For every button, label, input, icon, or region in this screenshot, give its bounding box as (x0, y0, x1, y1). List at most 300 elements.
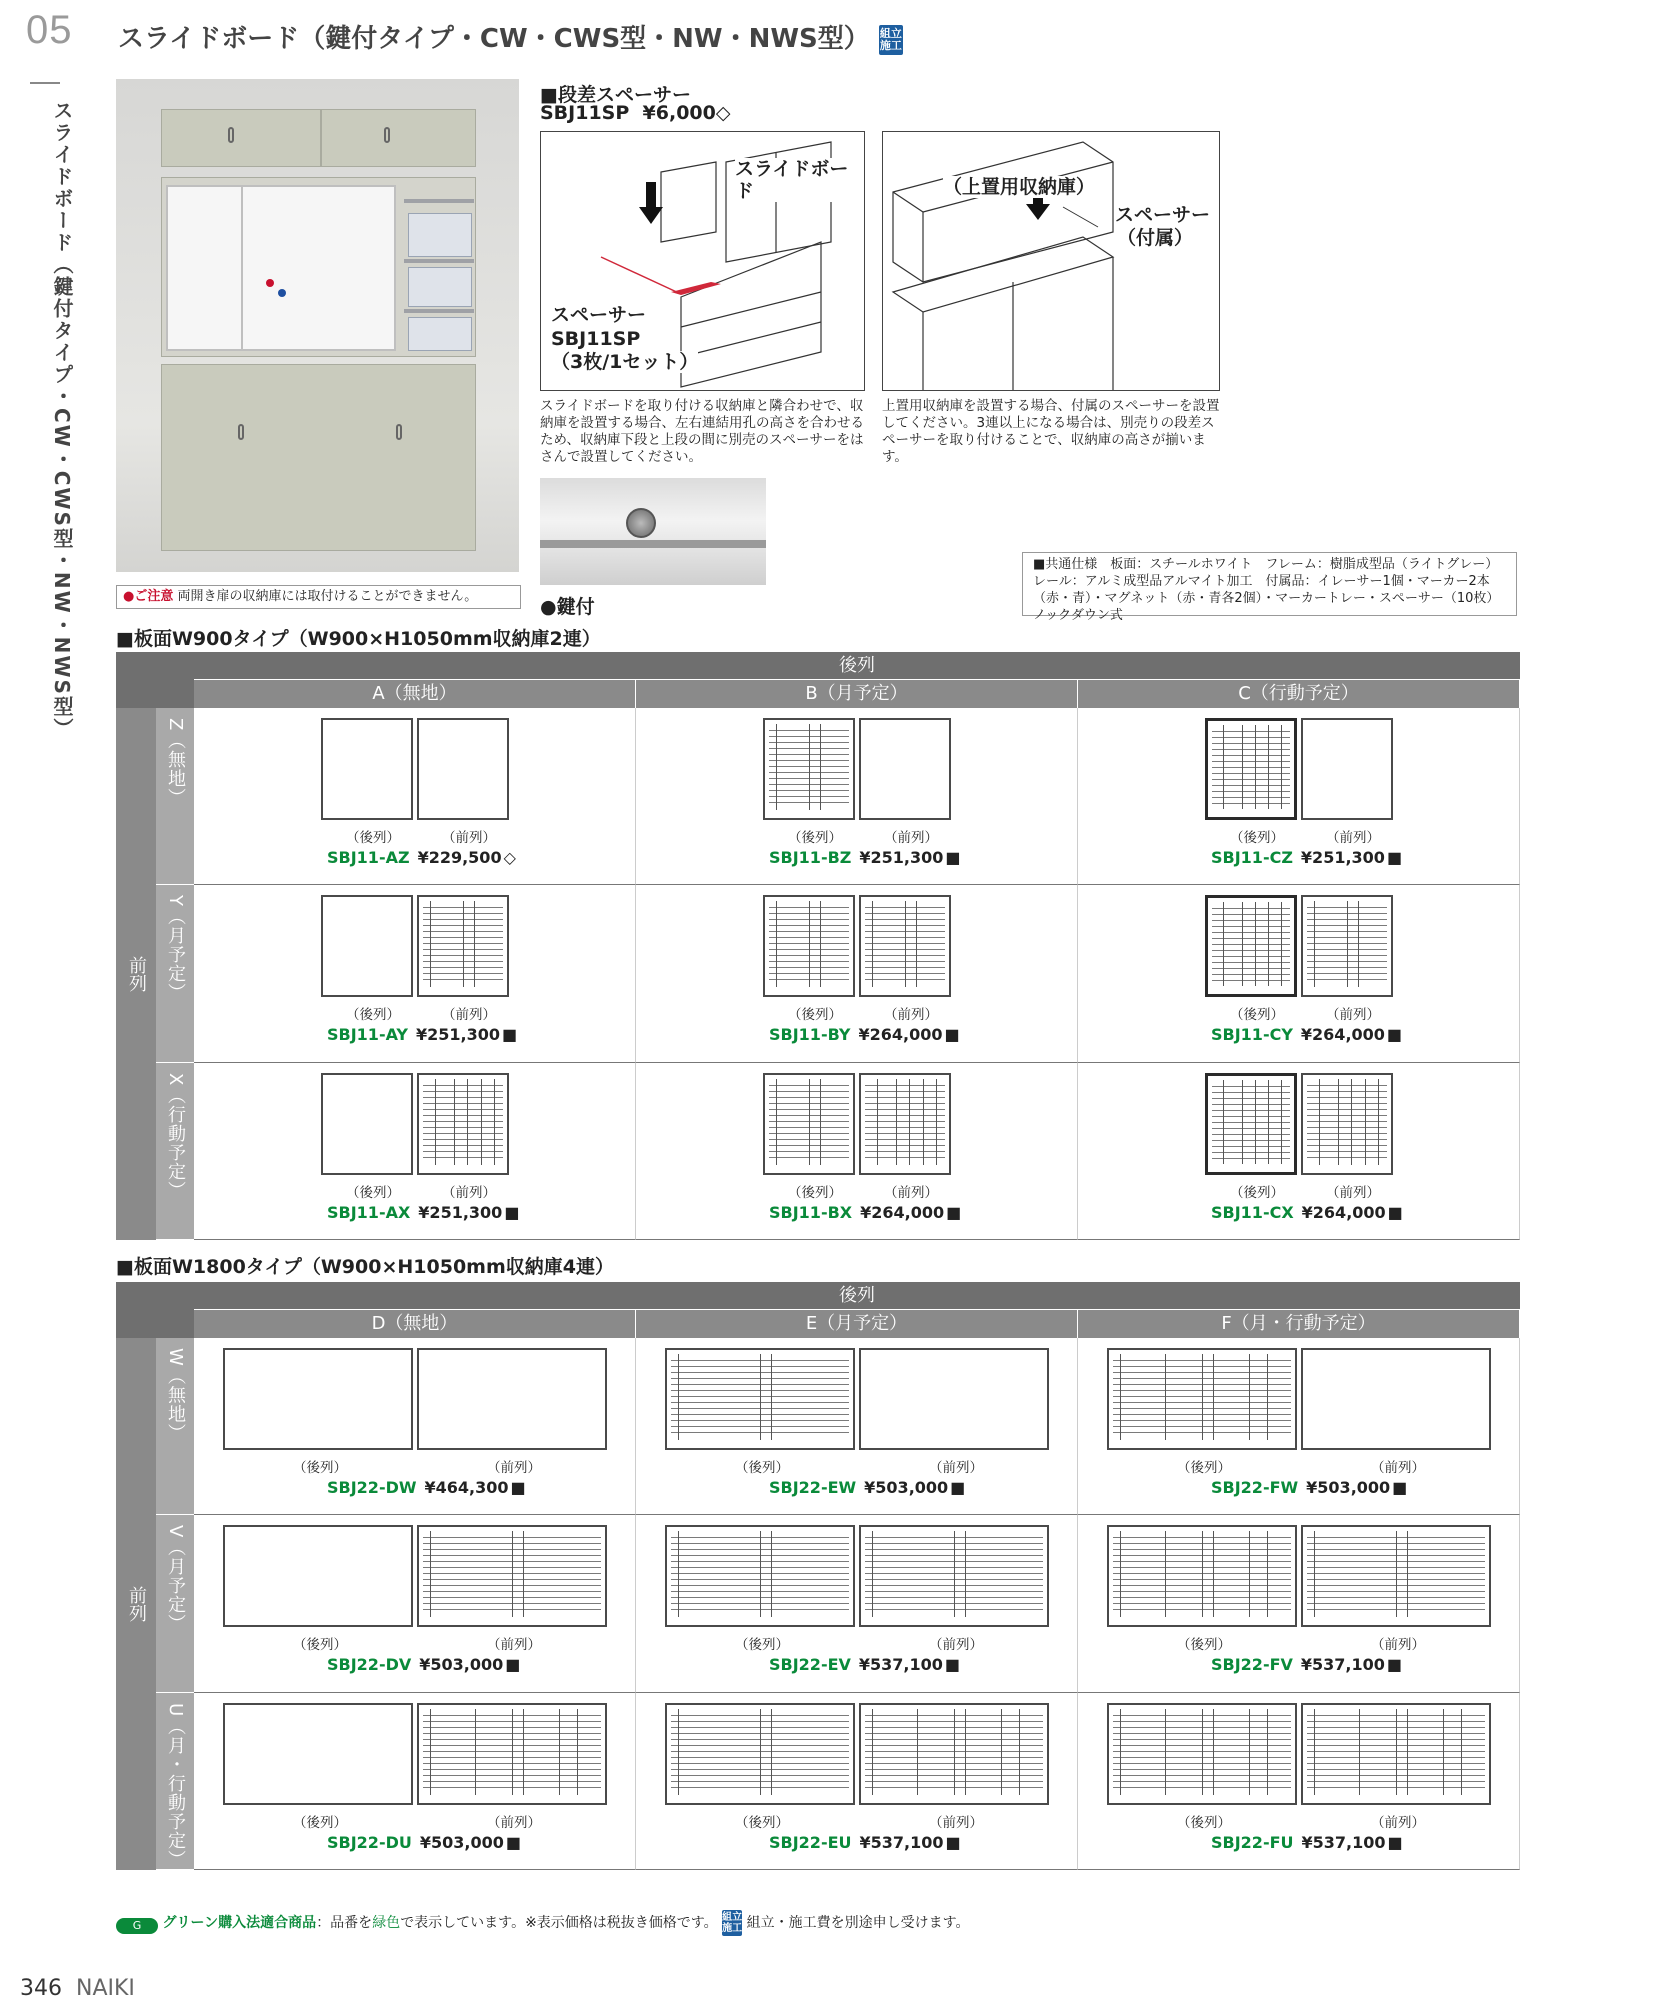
column-line (820, 901, 821, 987)
column-line (909, 1079, 910, 1165)
column-line (1202, 1709, 1203, 1795)
front-board-illustration (417, 1348, 607, 1450)
label-spacer-code: SBJ11SP (551, 328, 641, 350)
product-code-price (769, 1025, 960, 1044)
front-board-illustration (417, 1525, 607, 1627)
table1-title: ■板面W900タイプ（W900×H1050mm収納庫2連） (116, 628, 601, 650)
column-line (678, 1531, 679, 1617)
spacer-product: SBJ11SP ¥6,000◇ (540, 102, 731, 124)
product-price: ¥264,000 (1301, 1202, 1386, 1222)
column-line (1223, 902, 1224, 986)
product-code-price (1211, 1478, 1407, 1497)
column-line (1202, 1531, 1203, 1617)
caption-front: （前列） (1371, 1637, 1425, 1654)
column-line (1120, 1354, 1121, 1440)
price-mark: ■ (505, 1655, 521, 1675)
caption-back: （後列） (293, 1637, 347, 1654)
caption-back: （後列） (788, 1007, 842, 1024)
magnet-icon (266, 279, 274, 287)
column-line (1242, 725, 1243, 809)
caption-front: （前列） (487, 1814, 541, 1831)
column-line (1019, 1709, 1020, 1795)
price-mark: ■ (1392, 1478, 1408, 1497)
column-line (1314, 901, 1315, 987)
product-code: SBJ22-FW (1211, 1478, 1299, 1497)
product-price: ¥264,000 (1300, 1025, 1385, 1045)
column-line (1255, 902, 1256, 986)
product-price: ¥503,000 (419, 1832, 504, 1852)
column-line (917, 1709, 918, 1795)
back-board-illustration (1107, 1348, 1297, 1450)
column-line (776, 1079, 777, 1165)
product-code: SBJ11-AY (327, 1025, 409, 1045)
column-line (820, 724, 821, 810)
upper-cabinet-left (161, 109, 321, 167)
column-line (1242, 1080, 1243, 1164)
price-mark: ■ (950, 1478, 966, 1497)
product-price: ¥251,300 (418, 1202, 503, 1222)
back-row-header: 後列 (194, 1282, 1520, 1310)
front-board-illustration (859, 718, 951, 820)
column-line (1255, 725, 1256, 809)
front-board-illustration (1301, 718, 1393, 820)
product-price: ¥537,100 (1300, 1655, 1385, 1675)
column-line (1268, 902, 1269, 986)
product-code: SBJ22-DW (327, 1478, 417, 1497)
product-code-price (1211, 1025, 1402, 1044)
back-board-illustration (1205, 718, 1297, 820)
row-header: U（月・行動予定） (156, 1693, 194, 1870)
lock-photo (540, 478, 766, 585)
column-line (1347, 901, 1348, 987)
caption-front: （前列） (1371, 1460, 1425, 1476)
product-cell (1078, 885, 1520, 1062)
price-mark: ■ (1386, 1655, 1403, 1675)
front-board-illustration (1301, 1703, 1491, 1805)
product-price: ¥503,000 (864, 1478, 949, 1497)
upper-cabinet-right (321, 109, 476, 167)
back-board-illustration (1205, 895, 1297, 997)
section-number: 05 (26, 8, 73, 52)
column-line (1213, 1709, 1214, 1795)
product-code-price (769, 1655, 960, 1674)
column-line (760, 1354, 761, 1440)
column-line (771, 1531, 772, 1617)
label-spacer2: スペーサー (1115, 204, 1211, 226)
column-line (512, 1531, 513, 1617)
column-line (1267, 1531, 1268, 1617)
product-cell (636, 1063, 1078, 1240)
product-cell (194, 708, 636, 885)
caption-front: （前列） (929, 1460, 983, 1476)
product-code: SBJ22-EW (769, 1478, 857, 1497)
product-cell (636, 708, 1078, 885)
column-line (1249, 1354, 1250, 1440)
caption-front: （前列） (884, 830, 938, 846)
column-line (475, 1709, 476, 1795)
binders (408, 317, 472, 351)
column-line (678, 1354, 679, 1440)
product-code-price (327, 1203, 519, 1222)
price-mark: ◇ (503, 848, 516, 867)
column-line (1213, 1531, 1214, 1617)
row-header: W（無地） (156, 1338, 194, 1515)
column-line (1213, 1354, 1214, 1440)
caption-back: （後列） (1230, 1184, 1284, 1201)
column-line (454, 1079, 455, 1165)
front-board-illustration (417, 718, 509, 820)
price-mark: ■ (502, 1025, 518, 1045)
product-code-price (327, 848, 516, 867)
handle-icon (396, 424, 402, 440)
column-line (1281, 725, 1282, 809)
price-mark: ■ (1387, 1832, 1403, 1852)
caption-front: （前列） (929, 1814, 983, 1831)
product-price: ¥264,000 (858, 1025, 943, 1045)
product-price: ¥537,100 (859, 1832, 944, 1852)
front-board-illustration (1301, 1348, 1491, 1450)
caption-front: （前列） (487, 1460, 541, 1476)
column-header: C（行動予定） (1078, 680, 1520, 708)
front-board-illustration (417, 895, 509, 997)
front-board-illustration (859, 1703, 1049, 1805)
product-code-price (327, 1833, 521, 1852)
front-board-illustration (859, 1348, 1049, 1450)
column-line (809, 1079, 810, 1165)
product-cell (194, 885, 636, 1062)
column-line (435, 1079, 436, 1165)
column-line (776, 724, 777, 810)
column-line (1281, 1080, 1282, 1164)
column-line (809, 724, 810, 810)
back-board-illustration (223, 1525, 413, 1627)
column-line (1378, 1079, 1379, 1165)
column-line (809, 901, 810, 987)
column-line (1268, 725, 1269, 809)
caption-front: （前列） (1326, 1184, 1380, 1201)
column-line (1202, 1354, 1203, 1440)
caption-front: （前列） (442, 1007, 496, 1024)
product-cell (194, 1693, 636, 1870)
label-upper-storage: （上置用収納庫） (943, 176, 1096, 198)
front-board-illustration (1301, 1525, 1491, 1627)
caption-front: （前列） (1326, 1007, 1380, 1024)
product-code-price (1211, 1655, 1402, 1674)
product-code: SBJ22-DV (327, 1655, 412, 1675)
product-price: ¥503,000 (1306, 1478, 1391, 1497)
back-board-illustration (665, 1525, 855, 1627)
column-line (577, 1709, 578, 1795)
shelf (404, 309, 474, 313)
product-cell (194, 1063, 636, 1240)
price-mark: ■ (944, 1655, 961, 1675)
caption-back: （後列） (1177, 1814, 1231, 1831)
caption-back: （後列） (1230, 1007, 1284, 1024)
product-code-price (769, 1203, 961, 1222)
column-header: A（無地） (194, 680, 636, 708)
column-line (1165, 1709, 1166, 1795)
product-price: ¥464,300 (424, 1478, 509, 1497)
product-cell (636, 1338, 1078, 1515)
table2-title: ■板面W1800タイプ（W900×H1050mm収納庫4連） (116, 1256, 614, 1278)
upper-storage-illustration (883, 132, 1219, 390)
product-code: SBJ11-BX (769, 1202, 853, 1222)
column-line (954, 1709, 955, 1795)
caption-back: （後列） (293, 1460, 347, 1476)
product-code: SBJ22-EU (769, 1832, 852, 1852)
label-attached: （付属） (1117, 227, 1194, 249)
product-cell (636, 1693, 1078, 1870)
back-board-illustration (223, 1703, 413, 1805)
column-line (872, 1531, 873, 1617)
lower-cabinet (161, 364, 476, 551)
caption-back: （後列） (735, 1460, 789, 1476)
column-line (1267, 1709, 1268, 1795)
caption-front: （前列） (1326, 830, 1380, 846)
price-mark: ■ (1386, 1025, 1403, 1045)
column-line (1120, 1709, 1121, 1795)
caption-front: （前列） (884, 1007, 938, 1024)
page-footer: 346 NAIKI (20, 1976, 135, 2001)
column-header: D（無地） (194, 1310, 636, 1338)
column-line (1255, 1080, 1256, 1164)
caption-back: （後列） (788, 1184, 842, 1201)
column-line (1281, 902, 1282, 986)
caption-back: （後列） (735, 1637, 789, 1654)
column-line (430, 901, 431, 987)
column-line (481, 1079, 482, 1165)
column-line (1267, 1354, 1268, 1440)
column-header: F（月・行動予定） (1078, 1310, 1520, 1338)
column-line (523, 1531, 524, 1617)
header-corner (116, 1282, 194, 1338)
price-mark: ■ (510, 1478, 526, 1497)
label-slideboard: スライドボード (735, 158, 864, 202)
column-line (1165, 1531, 1166, 1617)
binders (408, 213, 472, 257)
product-code-price (1211, 1833, 1403, 1852)
column-line (771, 1354, 772, 1440)
spacer-note-2: 上置用収納庫を設置する場合、付属のスペーサーを設置してください。3連以上になる場合は、別売りの段差スペーサーを取り付けることで、収納庫の高さが揃います。 (882, 398, 1220, 465)
row-header: V（月予定） (156, 1515, 194, 1692)
column-line (1314, 1709, 1315, 1795)
front-board-illustration (1301, 1073, 1393, 1175)
handle-icon (238, 424, 244, 440)
header-corner (116, 652, 194, 708)
assembly-badge: 組立 施工 (879, 25, 903, 55)
whiteboard-front (241, 185, 396, 351)
back-board-illustration (1107, 1703, 1297, 1805)
price-mark: ■ (945, 848, 961, 867)
column-line (430, 1709, 431, 1795)
row-header: Z（無地） (156, 708, 194, 885)
back-row-header: 後列 (194, 652, 1520, 680)
lock-label: ●鍵付 (540, 596, 595, 618)
column-line (1407, 1531, 1408, 1617)
front-board-illustration (417, 1703, 607, 1805)
product-code-price (769, 848, 961, 867)
row-header: X（行動予定） (156, 1063, 194, 1240)
column-line (760, 1531, 761, 1617)
product-code: SBJ11-CX (1211, 1202, 1294, 1222)
column-line (820, 1079, 821, 1165)
table1 (116, 652, 1520, 1240)
column-line (474, 901, 475, 987)
spacer-diagram-2 (882, 131, 1220, 391)
rail (540, 540, 766, 548)
back-board-illustration (321, 895, 413, 997)
caption-back: （後列） (1230, 830, 1284, 846)
product-cell (636, 1515, 1078, 1692)
column-line (872, 901, 873, 987)
product-code-price (327, 1025, 517, 1044)
shelf (404, 199, 474, 203)
column-line (936, 1079, 937, 1165)
product-price: ¥264,000 (860, 1202, 945, 1222)
column-line (1365, 1079, 1366, 1165)
page-title (118, 18, 903, 55)
column-line (771, 1709, 772, 1795)
price-mark: ■ (505, 1832, 521, 1852)
caption-front: （前列） (1371, 1814, 1425, 1831)
shelf (404, 259, 474, 263)
front-board-illustration (859, 895, 951, 997)
column-line (1396, 1531, 1397, 1617)
product-code-price (1211, 1203, 1403, 1222)
back-board-illustration (1205, 1073, 1297, 1175)
product-price: ¥537,100 (1301, 1832, 1386, 1852)
price-mark: ■ (946, 1202, 962, 1222)
product-photo (116, 79, 519, 572)
column-line (760, 1709, 761, 1795)
front-board-illustration (859, 1073, 951, 1175)
caption-front: （前列） (487, 1637, 541, 1654)
product-cell (194, 1515, 636, 1692)
product-cell (1078, 708, 1520, 885)
column-line (1443, 1709, 1444, 1795)
product-cell (1078, 1515, 1520, 1692)
column-line (872, 1709, 873, 1795)
caption-back: （後列） (1177, 1637, 1231, 1654)
price-mark: ■ (945, 1832, 961, 1852)
caption-back: （後列） (735, 1814, 789, 1831)
product-code: SBJ11-CZ (1211, 848, 1293, 867)
column-line (494, 1079, 495, 1165)
price-mark: ■ (1386, 848, 1403, 867)
column-line (905, 901, 906, 987)
lock-icon (626, 508, 656, 538)
price-mark: ■ (944, 1025, 960, 1045)
back-board-illustration (763, 895, 855, 997)
column-line (877, 1079, 878, 1165)
price-mark: ■ (504, 1202, 520, 1222)
caption-back: （後列） (346, 1184, 400, 1201)
column-line (1165, 1354, 1166, 1440)
column-line (1268, 1080, 1269, 1164)
product-price: ¥251,300 (859, 848, 944, 867)
column-line (467, 1079, 468, 1165)
front-row-header: 前列 (116, 708, 156, 1240)
column-line (430, 1531, 431, 1617)
column-line (954, 1531, 955, 1617)
column-header: E（月予定） (636, 1310, 1078, 1338)
column-line (1223, 1080, 1224, 1164)
product-cell (1078, 1338, 1520, 1515)
footer-note: G グリーン購入法適合商品：品番を緑色で表示しています。※表示価格は税抜き価格です。 組立 施工 組立・施工費を別途申し受けます。 (116, 1910, 969, 1936)
table2 (116, 1282, 1520, 1870)
product-price: ¥251,300 (416, 1025, 501, 1045)
product-code: SBJ11-AZ (327, 848, 410, 867)
side-section-label: スライドボード（鍵付タイプ・CW・CWS型・NW・NWS型） (50, 100, 74, 740)
back-board-illustration (763, 1073, 855, 1175)
product-code: SBJ11-BZ (769, 848, 852, 867)
product-code-price (769, 1478, 965, 1497)
caption-back: （後列） (1177, 1460, 1231, 1476)
column-line (896, 1079, 897, 1165)
column-line (1407, 1709, 1408, 1795)
column-line (1249, 1531, 1250, 1617)
back-board-illustration (321, 718, 413, 820)
product-code: SBJ11-AX (327, 1202, 411, 1222)
caption-front: （前列） (929, 1637, 983, 1654)
column-line (1314, 1531, 1315, 1617)
column-line (776, 901, 777, 987)
product-code: SBJ22-FV (1211, 1655, 1293, 1675)
back-board-illustration (321, 1073, 413, 1175)
title-text: スライドボード（鍵付タイプ・CW・CWS型・NW・NWS型） (118, 24, 870, 54)
product-code: SBJ22-DU (327, 1832, 412, 1852)
column-line (1396, 1709, 1397, 1795)
front-board-illustration (417, 1073, 509, 1175)
column-line (1461, 1709, 1462, 1795)
handle-icon (384, 127, 390, 143)
column-line (1319, 1079, 1320, 1165)
column-line (678, 1709, 679, 1795)
column-line (1359, 1709, 1360, 1795)
column-line (965, 1709, 966, 1795)
product-price: ¥537,100 (858, 1655, 943, 1675)
product-price: ¥251,300 (1300, 848, 1385, 867)
back-board-illustration (223, 1348, 413, 1450)
front-board-illustration (1301, 895, 1393, 997)
magnet-icon (278, 289, 286, 297)
assembly-badge-small: 組立 施工 (722, 1912, 743, 1934)
product-code: SBJ11-BY (769, 1025, 851, 1045)
back-board-illustration (665, 1703, 855, 1805)
product-code-price (327, 1478, 526, 1497)
product-cell (636, 885, 1078, 1062)
common-spec: ■共通仕様 板面：スチールホワイト フレーム：樹脂成型品（ライトグレー）レール：アルミ成型品アルマイト加工 付属品：イレーサー1個・マーカー2本（赤・青）・マグネット（赤・青各2個）・マーカートレー・スペーサー（10枚）ノックダウン式 (1022, 552, 1517, 616)
product-code-price (1211, 848, 1402, 867)
column-line (523, 1709, 524, 1795)
back-board-illustration (763, 718, 855, 820)
product-price: ¥229,500 (417, 848, 502, 867)
column-line (923, 1079, 924, 1165)
handle-icon (228, 127, 234, 143)
caption-back: （後列） (293, 1814, 347, 1831)
binders (408, 267, 472, 307)
column-line (463, 901, 464, 987)
front-row-header: 前列 (116, 1338, 156, 1870)
column-header: B（月予定） (636, 680, 1078, 708)
label-spacer-set: （3枚/1セット） (551, 351, 699, 373)
column-line (965, 1531, 966, 1617)
caution-note: ●ご注意 両開き扉の収納庫には取付けることができません。 (116, 585, 521, 609)
column-line (1242, 902, 1243, 986)
section-divider (30, 82, 60, 84)
column-line (916, 901, 917, 987)
spacer-diagram-1 (540, 131, 865, 391)
